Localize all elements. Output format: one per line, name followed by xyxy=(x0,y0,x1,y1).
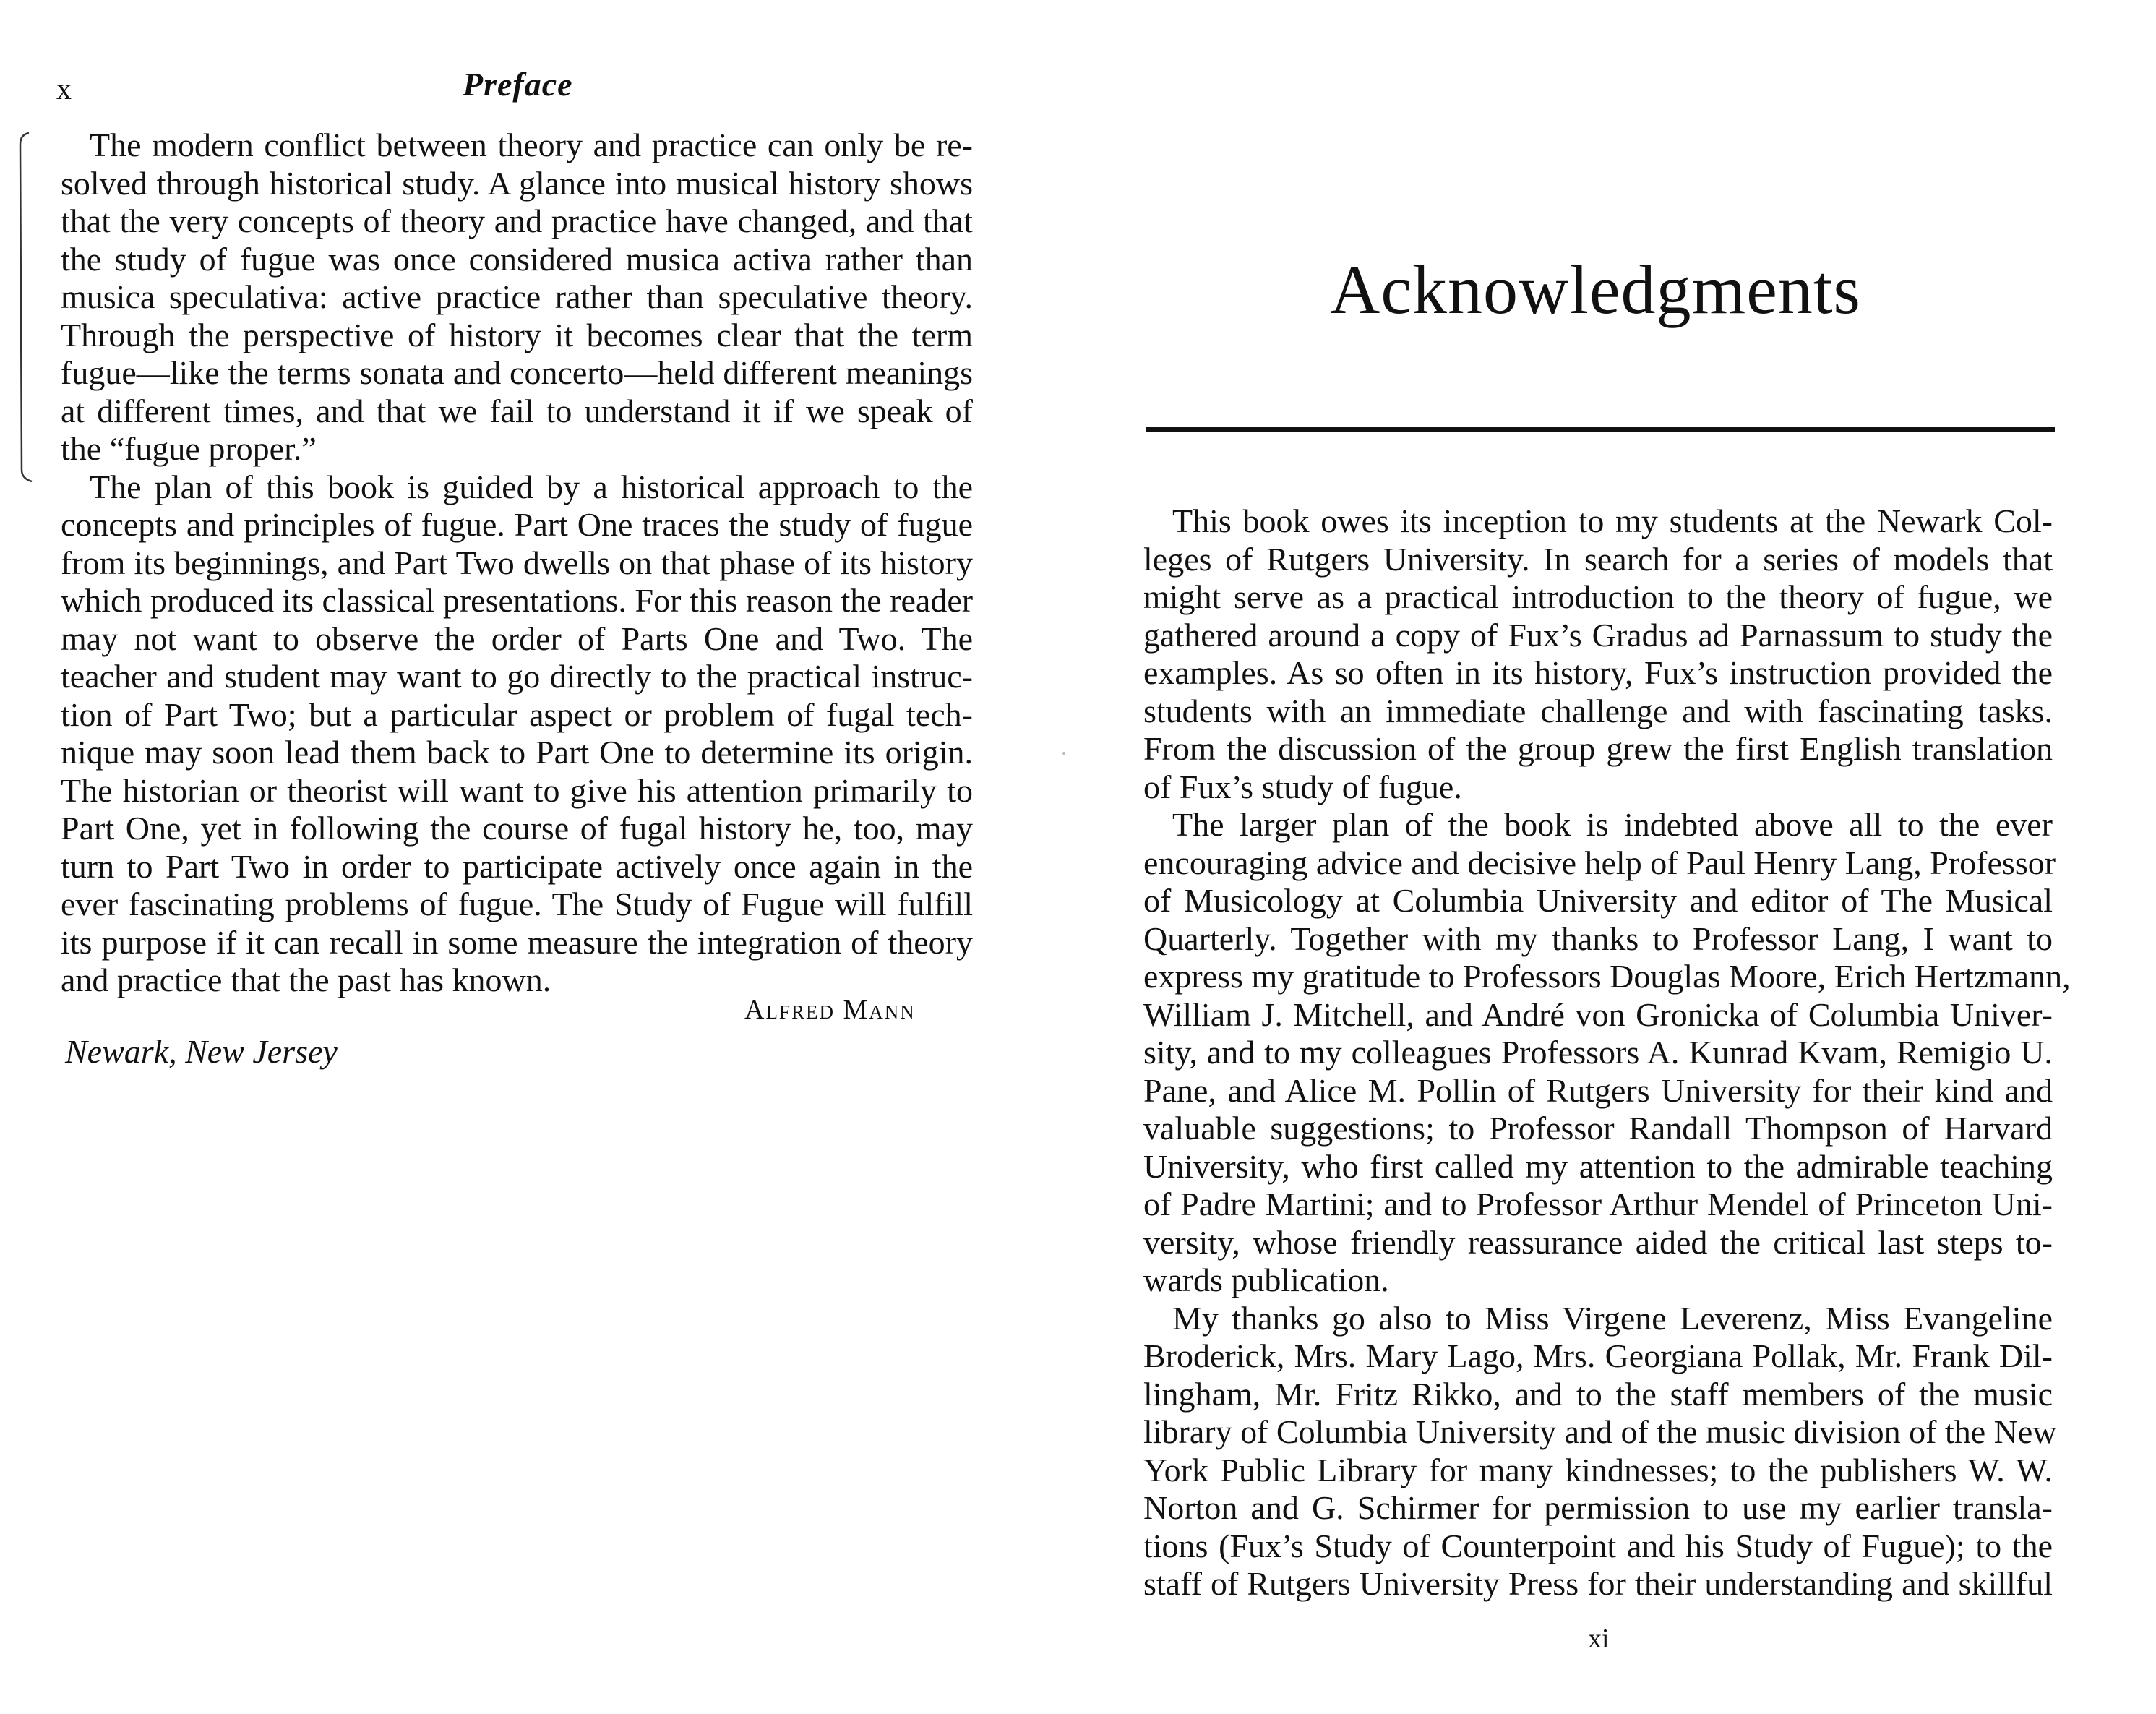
text-line: My thanks go also to Miss Virgene Leverenz, Miss Evangeline xyxy=(1172,1299,2053,1337)
text-line: lingham, Mr. Fritz Rikko, and to the staff members of the music xyxy=(1143,1375,2053,1413)
gutter-speck xyxy=(1062,752,1065,755)
right-page xyxy=(1070,0,2156,1714)
text-line: from its beginnings, and Part Two dwells on that phase of its history xyxy=(61,544,973,581)
text-line: The plan of this book is guided by a historical approach to the xyxy=(90,468,973,505)
text-line: The larger plan of the book is indebted above all to the ever xyxy=(1172,806,2053,843)
text-line: fugue—like the terms sonata and concerto—held different meanings xyxy=(61,354,973,391)
page-number: x xyxy=(56,73,72,106)
text-line: wards publication. xyxy=(1143,1261,1389,1298)
text-line: Norton and G. Schirmer for permission to use my earlier transla- xyxy=(1143,1489,2053,1526)
text-line: library of Columbia University and of the music division of the New xyxy=(1143,1413,2057,1450)
left-page xyxy=(0,0,1070,1714)
text-line: nique may soon lead them back to Part One to determine its origin. xyxy=(61,734,973,771)
text-line: valuable suggestions; to Professor Randall Thompson of Harvard xyxy=(1143,1110,2053,1147)
text-line: musica speculativa: active practice rather than speculative theory. xyxy=(61,278,973,315)
text-line: of Fux’s study of fugue. xyxy=(1143,768,1462,805)
chapter-title: Acknowledgments xyxy=(1330,251,1861,328)
place-line: Newark, New Jersey xyxy=(65,1033,338,1070)
text-line: students with an immediate challenge and with fascinating tasks. xyxy=(1143,692,2053,729)
text-line: leges of Rutgers University. In search for a series of models that xyxy=(1143,540,2053,578)
text-line: William J. Mitchell, and André von Gronicka of Columbia Univer- xyxy=(1143,995,2053,1033)
text-line: Broderick, Mrs. Mary Lago, Mrs. Georgiana Pollak, Mr. Frank Dil- xyxy=(1143,1337,2053,1374)
text-line: Pane, and Alice M. Pollin of Rutgers University for their kind and xyxy=(1143,1071,2053,1109)
text-line: concepts and principles of fugue. Part One traces the study of fugue xyxy=(61,506,973,543)
text-line: tion of Part Two; but a particular aspect or problem of fugal tech- xyxy=(61,695,973,733)
text-line: the “fugue proper.” xyxy=(61,430,317,467)
text-line: versity, whose friendly reassurance aided the critical last steps to- xyxy=(1143,1223,2053,1261)
text-line: its purpose if it can recall in some measure the integration of theory xyxy=(61,923,973,961)
text-line: at different times, and that we fail to understand it if we speak of xyxy=(61,392,973,429)
text-line: might serve as a practical introduction to the theory of fugue, we xyxy=(1143,578,2053,615)
text-line: University, who first called my attention to the admirable teaching xyxy=(1143,1147,2053,1185)
author-signature: Alfred Mann xyxy=(744,995,916,1025)
text-line: staff of Rutgers University Press for their understanding and skillful xyxy=(1143,1565,2053,1602)
text-line: The modern conflict between theory and practice can only be re- xyxy=(90,127,973,163)
text-line: gathered around a copy of Fux’s Gradus ad Parnassum to study the xyxy=(1143,616,2053,654)
running-head: Preface xyxy=(463,66,573,103)
text-line: the study of fugue was once considered musica activa rather than xyxy=(61,240,973,278)
text-line: that the very concepts of theory and practice have changed, and that xyxy=(61,202,973,239)
text-line: sity, and to my colleagues Professors A. Kunrad Kvam, Remigio U. xyxy=(1143,1034,2053,1071)
preface-text xyxy=(61,127,973,1000)
text-line: solved through historical study. A glance into musical history shows xyxy=(61,164,973,202)
text-line: York Public Library for many kindnesses; to the publishers W. W. xyxy=(1143,1451,2053,1488)
text-line: teacher and student may want to go directly to the practical instruc- xyxy=(61,658,973,695)
text-line: turn to Part Two in order to participate actively once again in the xyxy=(61,847,973,885)
title-rule xyxy=(1146,427,2055,432)
text-line: From the discussion of the group grew the first English translation xyxy=(1143,730,2053,767)
text-line: express my gratitude to Professors Douglas Moore, Erich Hertzmann, xyxy=(1143,958,2071,995)
text-line: of Padre Martini; and to Professor Arthur Mendel of Princeton Uni- xyxy=(1143,1186,2053,1222)
page-number: xi xyxy=(1588,1624,1610,1654)
text-line: Quarterly. Together with my thanks to Professor Lang, I want to xyxy=(1143,920,2053,957)
acknowledgments-text xyxy=(1143,502,2071,1603)
text-line: and practice that the past has known. xyxy=(61,961,551,998)
text-line: The historian or theorist will want to give his attention primarily to xyxy=(61,771,973,809)
margin-bracket-mark xyxy=(16,130,38,484)
text-line: Through the perspective of history it becomes clear that the term xyxy=(61,316,973,353)
text-line: tions (Fux’s Study of Counterpoint and his Study of Fugue); to the xyxy=(1143,1527,2053,1564)
text-line: may not want to observe the order of Parts One and Two. The xyxy=(61,620,973,657)
text-line: which produced its classical presentations. For this reason the reader xyxy=(61,582,974,619)
text-line: This book owes its inception to my students at the Newark Col- xyxy=(1172,502,2053,539)
text-line: ever fascinating problems of fugue. The Study of Fugue will fulfill xyxy=(61,886,973,922)
text-line: encouraging advice and decisive help of Paul Henry Lang, Professor xyxy=(1143,844,2056,881)
text-line: of Musicology at Columbia University and editor of The Musical xyxy=(1143,882,2053,919)
text-line: Part One, yet in following the course of fugal history he, too, may xyxy=(61,810,973,847)
text-line: examples. As so often in its history, Fux’s instruction provided the xyxy=(1143,654,2053,691)
